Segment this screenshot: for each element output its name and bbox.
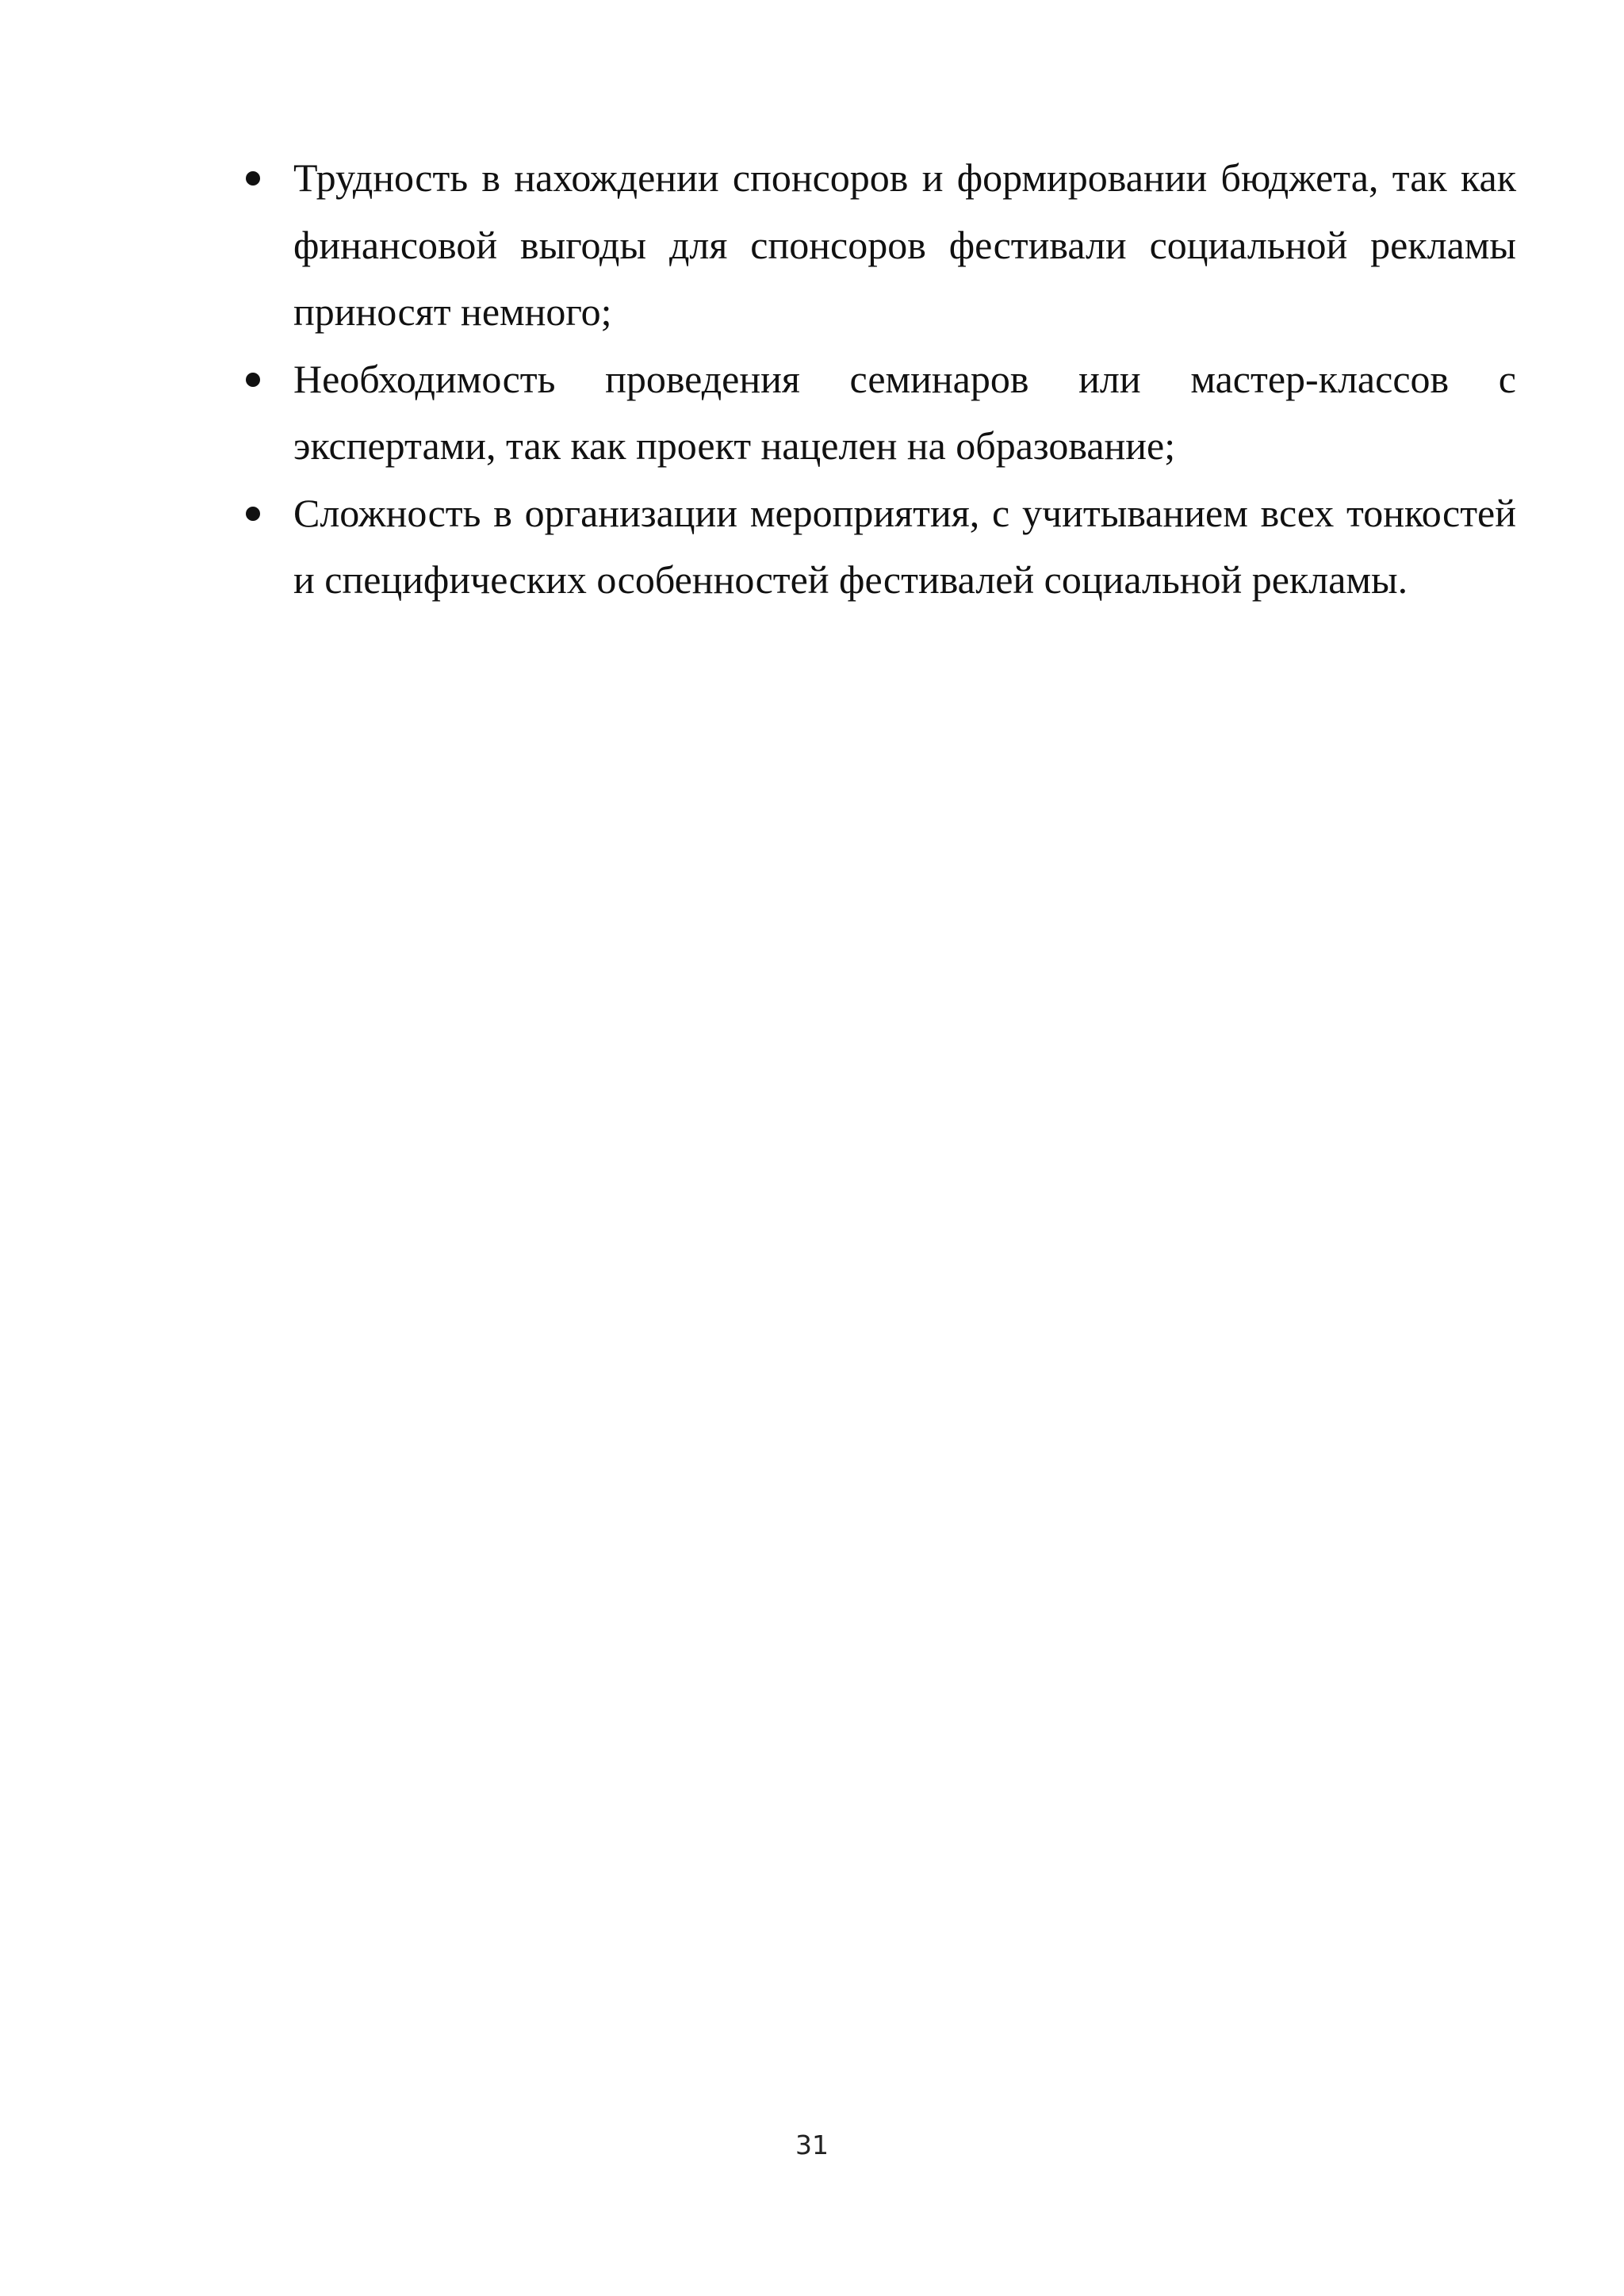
list-item-text: Сложность в организации мероприятия, с учитыванием всех тонкостей и специфических особенностей фестивалей социальной рекламы. xyxy=(293,490,1516,602)
list-item xyxy=(238,346,1516,480)
list-item xyxy=(238,480,1516,614)
bullet-icon xyxy=(246,373,260,387)
list-item xyxy=(238,144,1516,346)
bullet-icon xyxy=(246,171,260,186)
page-number: 31 xyxy=(795,2130,829,2160)
bullet-icon xyxy=(246,507,260,521)
list-item-text: Необходимость проведения семинаров или мастер-классов с экспертами, так как проект нацелен на образование; xyxy=(293,356,1516,468)
bullet-list xyxy=(238,144,1516,614)
list-item-text: Трудность в нахождении спонсоров и формировании бюджета, так как финансовой выгоды для спонсоров фестивали социальной рекламы приносят немного; xyxy=(293,155,1516,334)
